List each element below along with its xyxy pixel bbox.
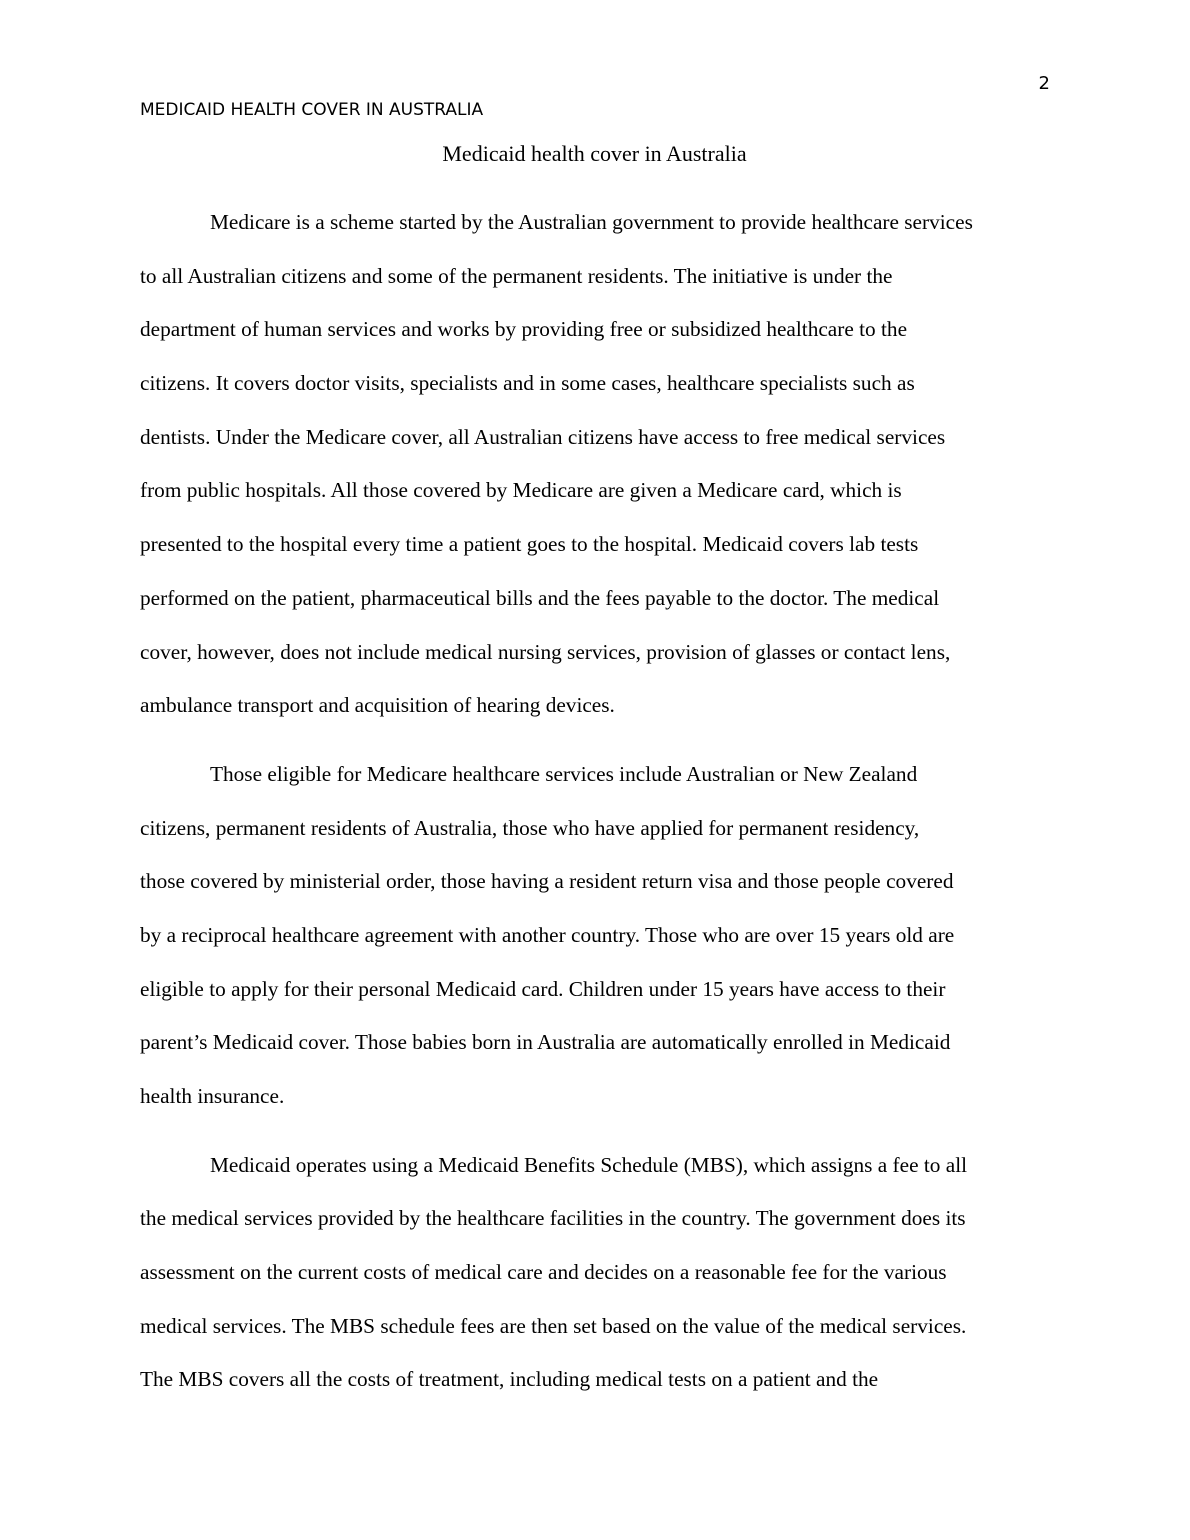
- paragraph-2: [140, 748, 1052, 1124]
- document-body: [140, 196, 1052, 1422]
- paragraph-line: dentists. Under the Medicare cover, all Australian citizens have access to free medical services: [140, 424, 946, 449]
- paragraph-line: Medicare is a scheme started by the Australian government to provide healthcare services: [210, 210, 973, 234]
- paragraph-1: [140, 196, 1052, 733]
- paragraph-line: presented to the hospital every time a patient goes to the hospital. Medicaid covers lab tests: [140, 532, 919, 557]
- paragraph-line: parent’s Medicaid cover. Those babies born in Australia are automatically enrolled in Medicaid: [140, 1030, 951, 1055]
- paragraph-line: The MBS covers all the costs of treatment, including medical tests on a patient and the: [140, 1367, 879, 1392]
- paragraph-line: health insurance.: [140, 1084, 285, 1108]
- paragraph-line: citizens, permanent residents of Australia, those who have applied for permanent residency,: [140, 815, 920, 840]
- paragraph-line: to all Australian citizens and some of the permanent residents. The initiative is under the: [140, 263, 893, 288]
- paragraph-line: by a reciprocal healthcare agreement with another country. Those who are over 15 years old are: [140, 922, 955, 947]
- paragraph-line: those covered by ministerial order, those having a resident return visa and those people covered: [140, 869, 954, 894]
- page-number: 2: [1038, 73, 1050, 94]
- paragraph-line: eligible to apply for their personal Medicaid card. Children under 15 years have access to their: [140, 976, 946, 1001]
- paragraph-line: department of human services and works by providing free or subsidized healthcare to the: [140, 317, 908, 342]
- paragraph-line: medical services. The MBS schedule fees are then set based on the value of the medical services.: [140, 1313, 967, 1338]
- paragraph-line: ambulance transport and acquisition of hearing devices.: [140, 693, 615, 718]
- paragraph-3: [140, 1139, 1052, 1407]
- running-head: MEDICAID HEALTH COVER IN AUSTRALIA: [140, 100, 484, 120]
- paragraph-line: cover, however, does not include medical nursing services, provision of glasses or contact lens,: [140, 639, 951, 664]
- document-title: Medicaid health cover in Australia: [442, 141, 747, 166]
- paragraph-line: performed on the patient, pharmaceutical bills and the fees payable to the doctor. The medical: [140, 585, 940, 610]
- paragraph-line: assessment on the current costs of medical care and decides on a reasonable fee for the various: [140, 1260, 947, 1285]
- paragraph-line: Medicaid operates using a Medicaid Benefits Schedule (MBS), which assigns a fee to all: [210, 1152, 968, 1177]
- paragraph-line: from public hospitals. All those covered by Medicare are given a Medicare card, which is: [140, 478, 902, 503]
- paragraph-line: the medical services provided by the healthcare facilities in the country. The government does its: [140, 1206, 966, 1231]
- paragraph-line: Those eligible for Medicare healthcare services include Australian or New Zealand: [210, 761, 918, 786]
- paragraph-line: citizens. It covers doctor visits, specialists and in some cases, healthcare specialists such as: [140, 371, 915, 396]
